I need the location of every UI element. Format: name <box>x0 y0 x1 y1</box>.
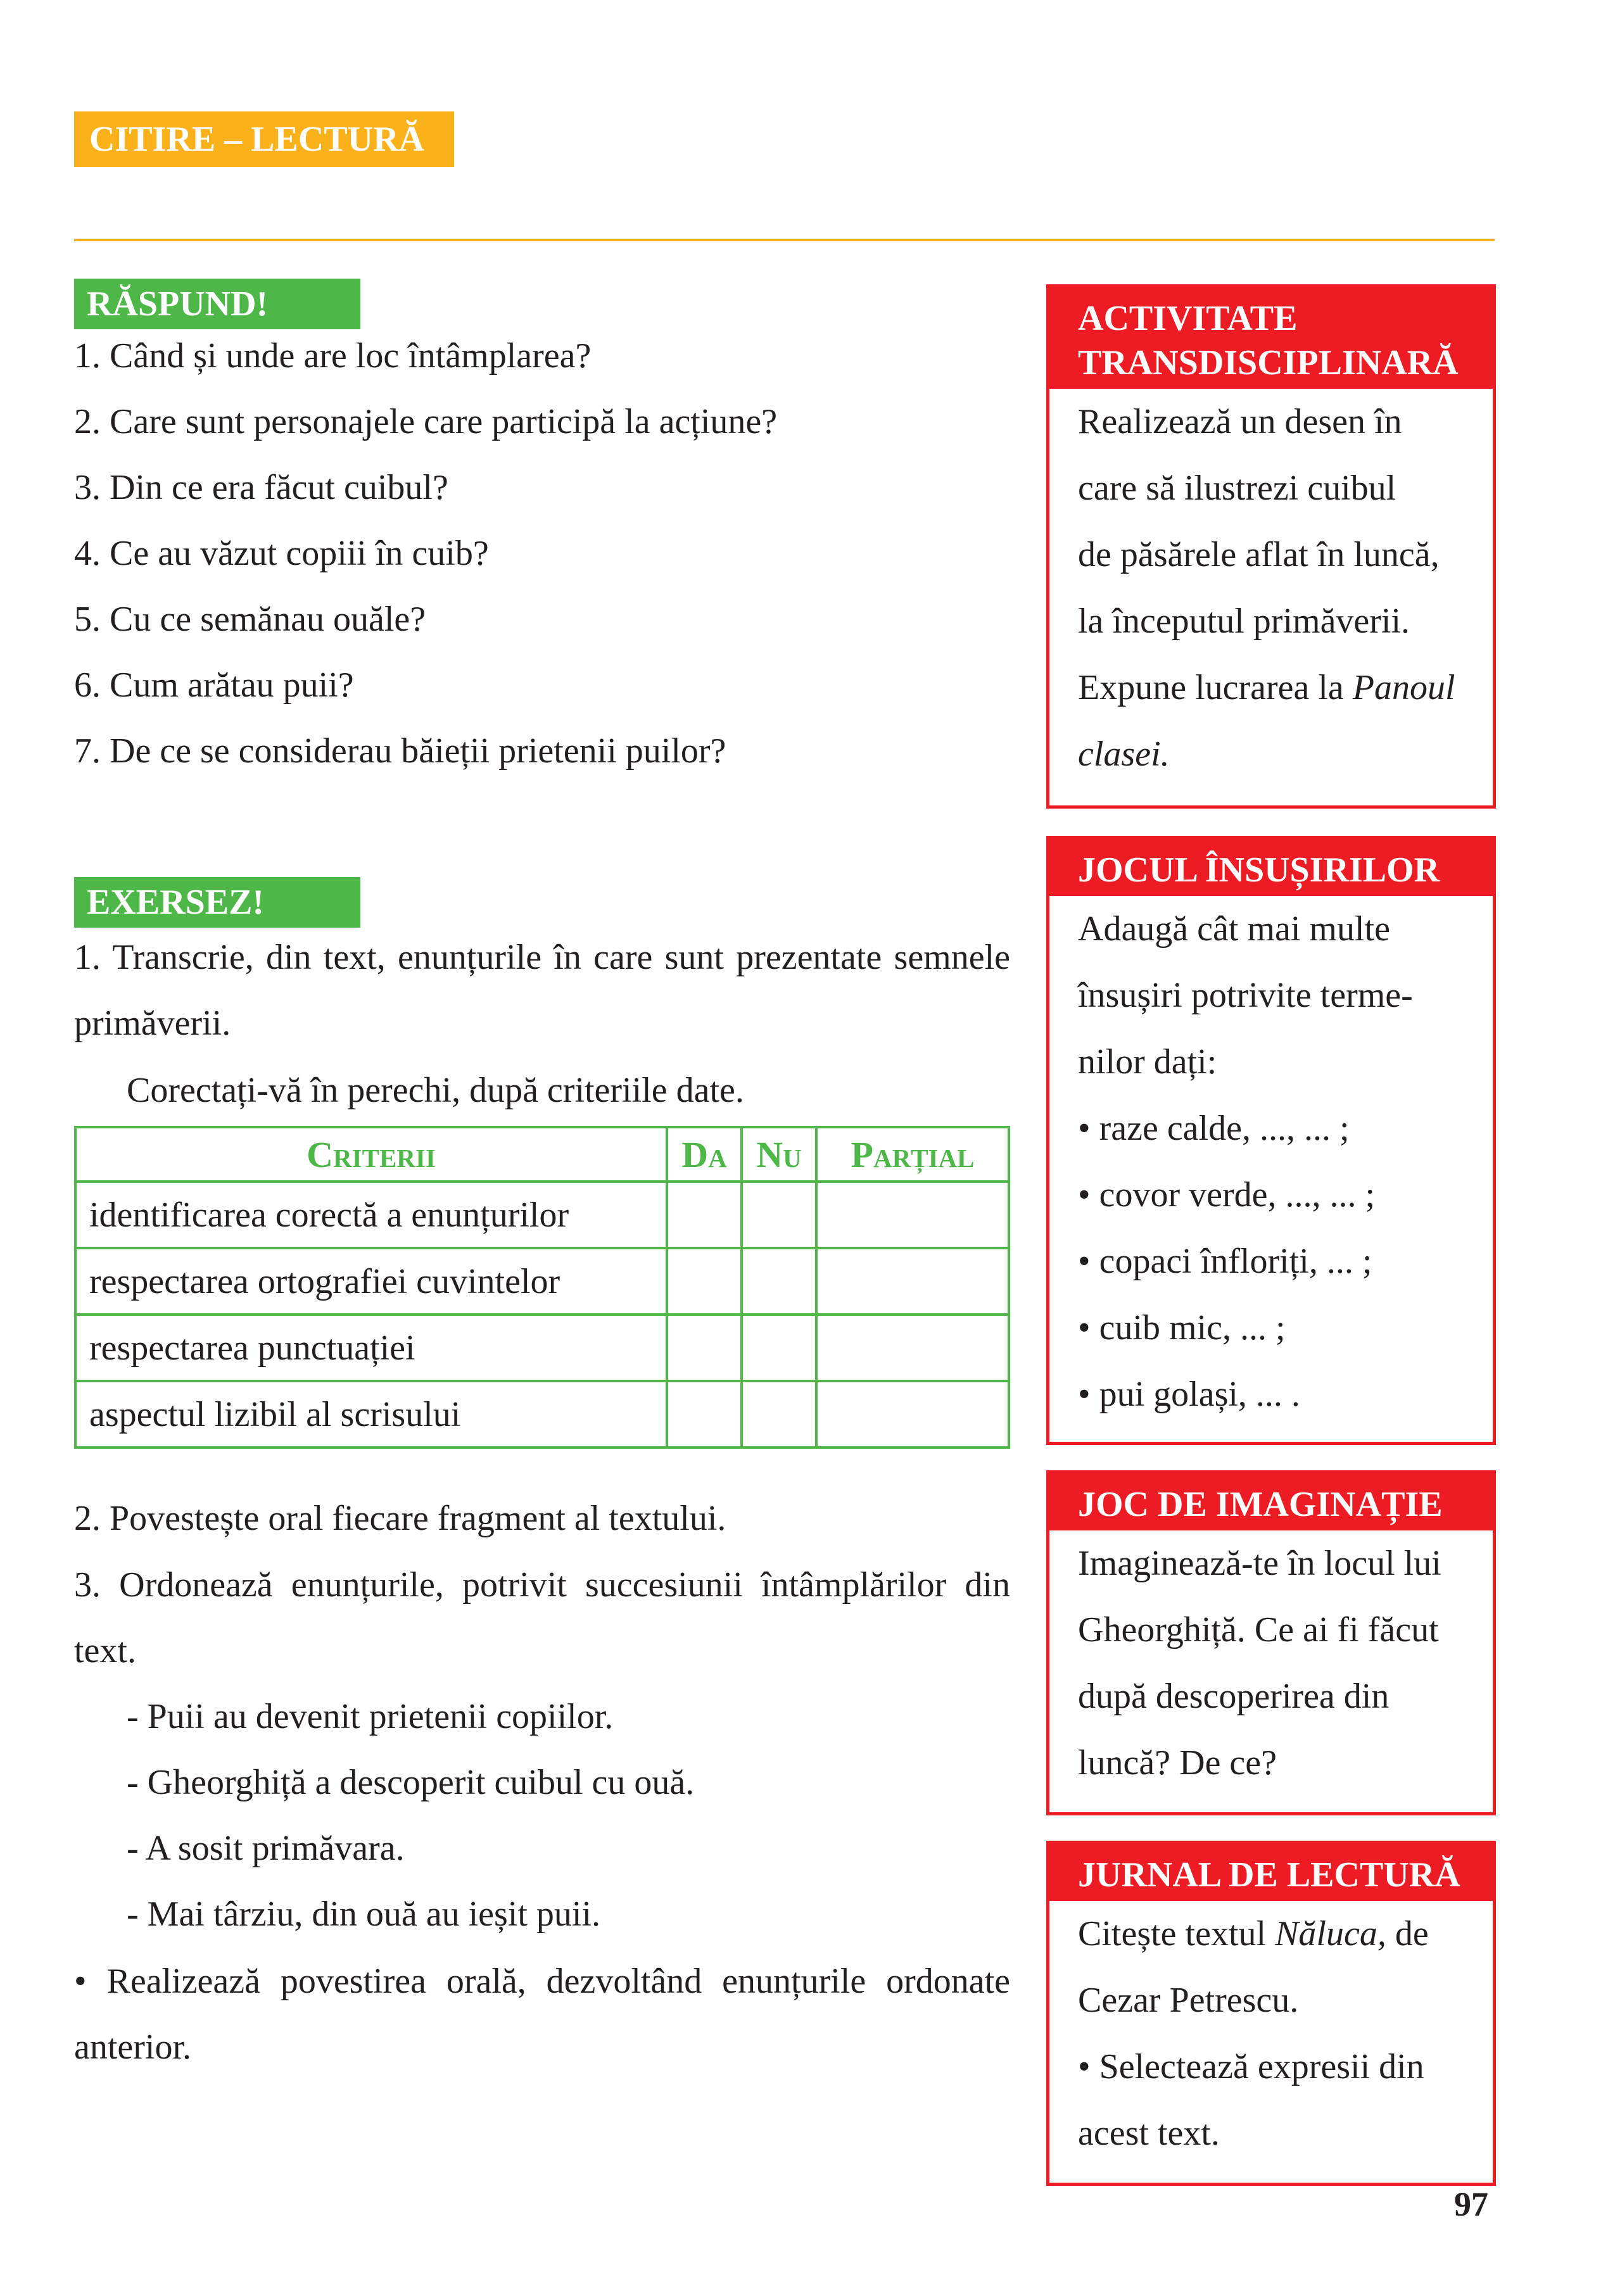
box-line: care să ilustrezi cuibul <box>1078 469 1396 508</box>
table-header-row <box>75 1127 1009 1182</box>
da-cell[interactable] <box>667 1182 742 1248</box>
italic-title: clasei. <box>1078 735 1170 774</box>
box-line: după descoperirea din <box>1078 1677 1390 1716</box>
da-cell[interactable] <box>667 1248 742 1315</box>
task-3-line-1: 3. Ordonează enunțurile, potrivit succesiunii întâmplărilor din <box>74 1565 1010 1605</box>
italic-title: Panoul <box>1352 668 1455 707</box>
box-line: la începutul primăverii. <box>1078 602 1410 641</box>
box-line: nilor dați: <box>1078 1042 1217 1082</box>
criterion-cell: respectarea punctuației <box>75 1315 667 1381</box>
page-number: 97 <box>1454 2185 1488 2223</box>
statement-item: - Puii au devenit prietenii copiilor. <box>127 1697 614 1736</box>
box-line: luncă? De ce? <box>1078 1743 1277 1782</box>
qualities-game-box <box>1046 836 1496 1445</box>
question-item: 5. Cu ce semănau ouăle? <box>74 600 426 639</box>
nu-cell[interactable] <box>742 1315 816 1381</box>
qualities-title: JOCUL ÎNSUȘIRILOR <box>1049 839 1493 896</box>
statement-item: - A sosit primăvara. <box>127 1829 405 1868</box>
box-line: • cuib mic, ... ; <box>1078 1308 1286 1347</box>
header-da: Da <box>667 1127 742 1182</box>
section-title: CITIRE – LECTURĂ <box>74 111 454 167</box>
box-line: Imaginează-te în locul lui <box>1078 1544 1441 1583</box>
partial-cell[interactable] <box>816 1381 1009 1448</box>
title-line: TRANSDISCIPLINARĂ <box>1078 343 1459 382</box>
box-line: • Selectează expresii din <box>1078 2047 1424 2086</box>
question-item: 4. Ce au văzut copiii în cuib? <box>74 534 489 573</box>
box-line: însușiri potrivite terme- <box>1078 976 1413 1015</box>
statement-item: - Gheorghiță a descoperit cuibul cu ouă. <box>127 1763 695 1802</box>
exersez-label: EXERSEZ! <box>74 877 360 928</box>
nu-cell[interactable] <box>742 1182 816 1248</box>
table-row <box>75 1315 1009 1381</box>
title-line: ACTIVITATE <box>1078 299 1298 338</box>
question-item: 3. Din ce era făcut cuibul? <box>74 468 448 507</box>
question-item: 6. Cum arătau puii? <box>74 665 354 705</box>
question-item: 1. Când și unde are loc întâmplarea? <box>74 336 592 375</box>
box-line <box>1078 1901 1480 1967</box>
box-line: • raze calde, ..., ... ; <box>1078 1109 1350 1148</box>
da-cell[interactable] <box>667 1381 742 1448</box>
nu-cell[interactable] <box>742 1381 816 1448</box>
table-row <box>75 1182 1009 1248</box>
transdisciplinary-activity-box <box>1046 284 1496 809</box>
box-line <box>1078 655 1480 721</box>
box-body <box>1049 1901 1493 2167</box>
questions-list <box>74 323 777 784</box>
task-1-line-1: 1. Transcrie, din text, enunțurile în care sunt prezentate semnele <box>74 938 1010 977</box>
reading-journal-title: JURNAL DE LECTURĂ <box>1049 1844 1493 1901</box>
criterion-cell: identificarea corectă a enunțurilor <box>75 1182 667 1248</box>
box-body <box>1049 896 1493 1428</box>
box-line: acest text. <box>1078 2114 1220 2153</box>
header-nu: Nu <box>742 1127 816 1182</box>
question-item: 2. Care sunt personajele care participă la acțiune? <box>74 402 778 441</box>
box-line: • covor verde, ..., ... ; <box>1078 1175 1376 1214</box>
task-1-line-2: primăverii. <box>74 1004 231 1043</box>
header-criterii: Criterii <box>75 1127 667 1182</box>
box-text: Citește textul <box>1078 1914 1276 1953</box>
transdisciplinary-title <box>1049 287 1493 389</box>
header-divider <box>74 239 1495 241</box>
task-4-line-2: anterior. <box>74 2028 192 2067</box>
box-text: Expune lucrarea la <box>1078 668 1353 707</box>
statement-item: - Mai târziu, din ouă au ieșit puii. <box>127 1895 601 1934</box>
table-row <box>75 1248 1009 1315</box>
imagination-game-box <box>1046 1470 1496 1815</box>
box-line: • copaci înfloriți, ... ; <box>1078 1242 1372 1281</box>
imagination-title: JOC DE IMAGINAȚIE <box>1049 1473 1493 1530</box>
box-line <box>1078 721 1480 788</box>
reading-journal-box <box>1046 1841 1496 2186</box>
table-row <box>75 1381 1009 1448</box>
header-partial: Parțial <box>816 1127 1009 1182</box>
task-2: 2. Povestește oral fiecare fragment al textului. <box>74 1499 726 1538</box>
partial-cell[interactable] <box>816 1248 1009 1315</box>
criteria-table <box>74 1126 1010 1449</box>
nu-cell[interactable] <box>742 1248 816 1315</box>
box-line: Adaugă cât mai multe <box>1078 909 1390 949</box>
box-line: de păsărele aflat în luncă, <box>1078 535 1440 574</box>
task-1-note: Corectați-vă în perechi, după criteriile date. <box>127 1071 744 1110</box>
criterion-cell: respectarea ortografiei cuvintelor <box>75 1248 667 1315</box>
box-body <box>1049 389 1493 788</box>
question-item: 7. De ce se considerau băieții prietenii puilor? <box>74 731 726 771</box>
task-3-line-2: text. <box>74 1631 136 1670</box>
criterion-cell: aspectul lizibil al scrisului <box>75 1381 667 1448</box>
raspund-label: RĂSPUND! <box>74 279 360 329</box>
box-line: Gheorghiță. Ce ai fi făcut <box>1078 1610 1439 1649</box>
da-cell[interactable] <box>667 1315 742 1381</box>
box-body <box>1049 1530 1493 1796</box>
task-4-line-1: • Realizează povestirea orală, dezvoltând enunțurile ordonate <box>74 1962 1010 2001</box>
box-line: Cezar Petrescu. <box>1078 1981 1299 2020</box>
box-line: Realizează un desen în <box>1078 402 1402 441</box>
box-line: • pui golași, ... . <box>1078 1375 1300 1414</box>
italic-title: Năluca, <box>1275 1914 1386 1953</box>
partial-cell[interactable] <box>816 1315 1009 1381</box>
statements-list <box>127 1684 694 1947</box>
partial-cell[interactable] <box>816 1182 1009 1248</box>
box-text: de <box>1386 1914 1429 1953</box>
